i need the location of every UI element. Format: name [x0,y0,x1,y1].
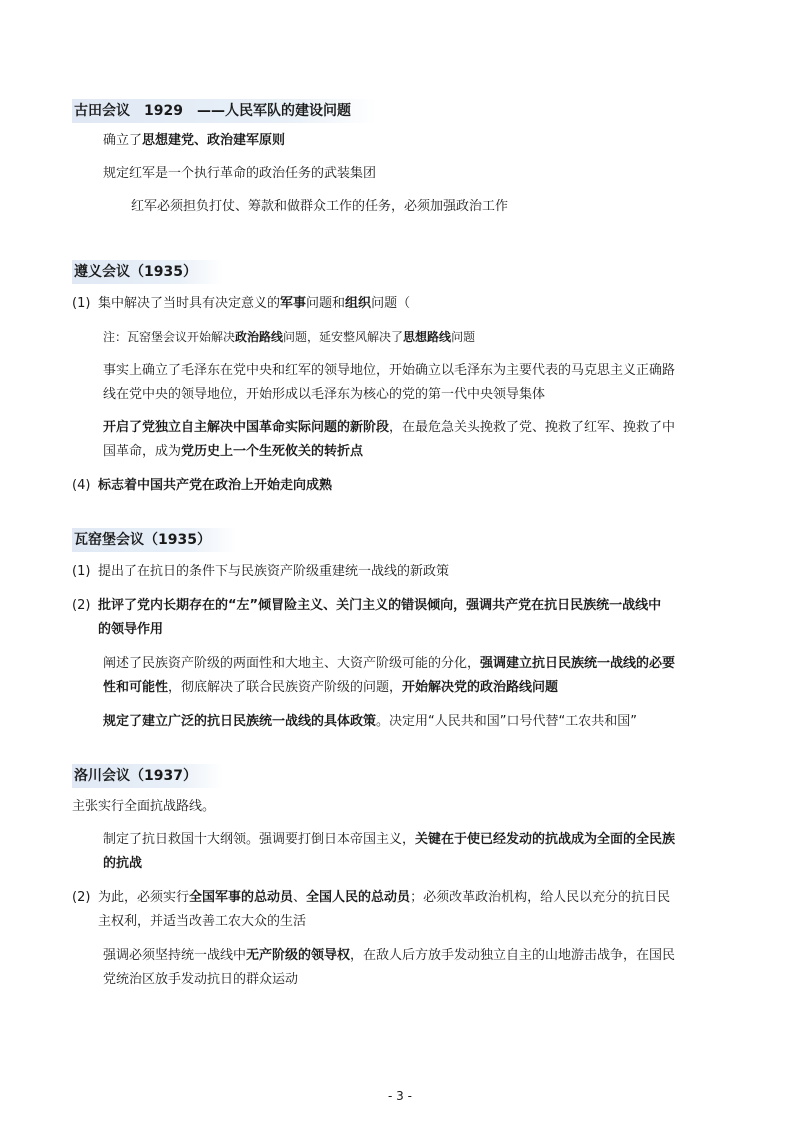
gutian-line-2: 规定红军是一个执行革命的政治任务的武装集团 [103,166,377,181]
section-title-zunyi: 遵义会议（1935） [72,260,223,284]
zunyi-item-1: (1) 集中解决了当时具有决定意义的军事问题和组织问题（ [72,296,411,311]
gutian-line-1: 确立了思想建党、政治建军原则 [103,133,286,148]
luochuan-line-4a: 强调必须坚持统一战线中无产阶级的领导权，在敌人后方放手发动独立自主的山地游击战争，在国民 [103,948,676,963]
page-number: - 3 - [388,1089,412,1103]
wayaobao-item-2a: (2) 批评了党内长期存在的“左”倾冒险主义、关门主义的错误倾向，强调共产党在抗日民族统一战线中 [72,598,662,613]
luochuan-line-2b: 的抗战 [103,856,143,871]
section-luochuan [72,764,752,788]
wayaobao-line-4: 规定了建立广泛的抗日民族统一战线的具体政策。决定用“人民共和国”口号代替“工农共和国” [103,714,637,729]
wayaobao-line-3a: 阐述了民族资产阶级的两面性和大地主、大资产阶级可能的分化，强调建立抗日民族统一战线的必要 [103,656,676,671]
luochuan-item-2a: (2) 为此，必须实行全国军事的总动员、全国人民的总动员；必须改革政治机构，给人民以充分的抗日民 [72,890,671,905]
luochuan-line-2a: 制定了抗日救国十大纲领。强调要打倒日本帝国主义，关键在于使已经发动的抗战成为全面的全民族 [103,832,676,847]
wayaobao-item-2b: 的领导作用 [98,622,164,637]
zunyi-line-2a: 事实上确立了毛泽东在党中央和红军的领导地位，开始确立以毛泽东为主要代表的马克思主义正确路 [103,363,676,378]
luochuan-item-2b: 主权利，并适当改善工农大众的生活 [98,914,307,929]
wayaobao-item-1: (1) 提出了在抗日的条件下与民族资产阶级重建统一战线的新政策 [72,564,450,579]
wayaobao-line-3b: 性和可能性，彻底解决了联合民族资产阶级的问题，开始解决党的政治路线问题 [103,680,559,695]
section-title-luochuan: 洛川会议（1937） [72,764,223,788]
zunyi-note: 注：瓦窑堡会议开始解决政治路线问题，延安整风解决了思想路线问题 [103,330,476,344]
section-zunyi [72,260,752,284]
zunyi-item-4: (4) 标志着中国共产党在政治上开始走向成熟 [72,478,333,493]
zunyi-line-2b: 线在党中央的领导地位，开始形成以毛泽东为核心的党的第一代中央领导集体 [103,387,546,402]
section-gutian [72,99,752,123]
zunyi-line-3b: 国革命，成为党历史上一个生死攸关的转折点 [103,444,364,459]
section-wayaobao [72,528,752,552]
zunyi-line-3a: 开启了党独立自主解决中国革命实际问题的新阶段，在最危急关头挽救了党、挽救了红军、挽救了中 [103,420,676,435]
gutian-line-3: 红军必须担负打仗、筹款和做群众工作的任务，必须加强政治工作 [131,199,509,214]
section-title-wayaobao: 瓦窑堡会议（1935） [72,528,237,552]
luochuan-line-1: 主张实行全面抗战路线。 [72,799,216,814]
section-title-gutian: 古田会议 1929 ——人民军队的建设问题 [72,99,377,123]
luochuan-line-4b: 党统治区放手发动抗日的群众运动 [103,972,299,987]
